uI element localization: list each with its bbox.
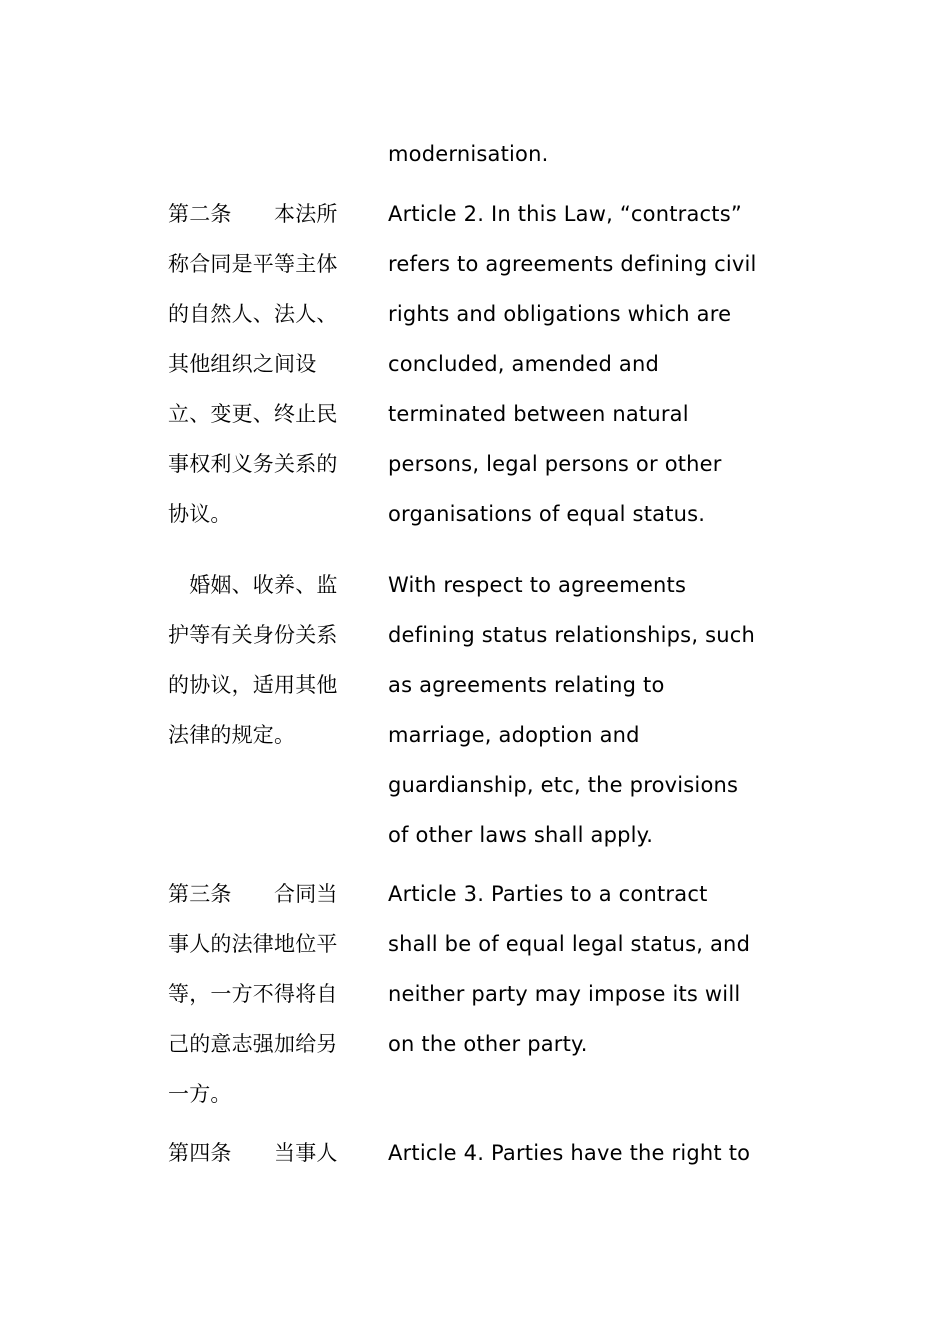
english-line: With respect to agreements [388, 573, 687, 597]
english-line: modernisation. [388, 142, 549, 166]
chinese-line: 法律的规定。 [168, 723, 296, 747]
english-line: shall be of equal legal status, and [388, 932, 751, 956]
chinese-line: 立、变更、终止民 [168, 402, 338, 426]
chinese-line: 事人的法律地位平 [168, 932, 338, 956]
chinese-line: 的协议，适用其他 [168, 673, 338, 697]
english-line: organisations of equal status. [388, 502, 706, 526]
english-line: rights and obligations which are [388, 302, 732, 326]
chinese-line: 第二条 本法所 [168, 202, 338, 226]
chinese-line: 第四条 当事人 [168, 1141, 338, 1165]
english-line: as agreements relating to [388, 673, 665, 697]
english-line: guardianship, etc, the provisions [388, 773, 739, 797]
english-line: refers to agreements defining civil [388, 252, 757, 276]
english-line: marriage, adoption and [388, 723, 640, 747]
english-line: on the other party. [388, 1032, 588, 1056]
chinese-line: 第三条 合同当 [168, 882, 338, 906]
english-line: Article 4. Parties have the right to [388, 1141, 751, 1165]
english-line: defining status relationships, such [388, 623, 755, 647]
english-line: terminated between natural [388, 402, 689, 426]
english-line: Article 3. Parties to a contract [388, 882, 708, 906]
english-line: persons, legal persons or other [388, 452, 722, 476]
english-line: concluded, amended and [388, 352, 660, 376]
chinese-line: 称合同是平等主体 [168, 252, 338, 276]
english-line: neither party may impose its will [388, 982, 741, 1006]
chinese-line: 一方。 [168, 1082, 232, 1106]
english-line: of other laws shall apply. [388, 823, 654, 847]
chinese-line: 等，一方不得将自 [168, 982, 338, 1006]
chinese-line: 己的意志强加给另 [168, 1032, 338, 1056]
chinese-line: 护等有关身份关系 [168, 623, 338, 647]
chinese-line: 事权利义务关系的 [168, 452, 338, 476]
english-line: Article 2. In this Law, “contracts” [388, 202, 742, 226]
chinese-line: 的自然人、法人、 [168, 302, 338, 326]
chinese-line: 婚姻、收养、监 [168, 573, 338, 597]
chinese-line: 协议。 [168, 502, 232, 526]
chinese-line: 其他组织之间设 [168, 352, 317, 376]
